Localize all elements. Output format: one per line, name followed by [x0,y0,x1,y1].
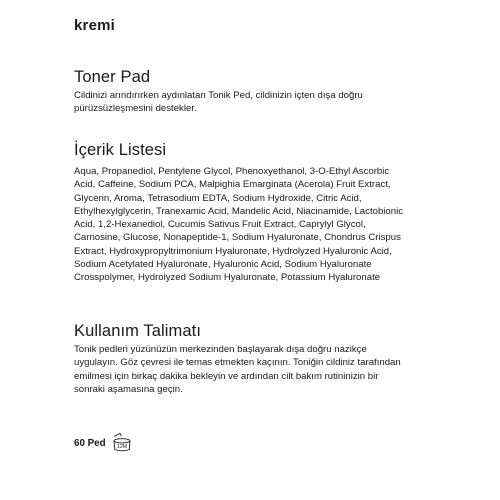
usage-title: Kullanım Talimatı [74,322,202,340]
footer [74,432,133,454]
product-description: Cildinizi arındırırken aydınlatan Tonik Ped, cildinizin içten dışa doğru pürüzsüzleşmesini destekler. [74,90,363,115]
pao-label: 12M [116,444,127,451]
usage-instructions: Tonik pedleri yüzünüzün merkezinden başlayarak dışa doğru nazikçe uygulayın. Göz çevresi ile temas etmekten kaçının. Toniğin cildiniz tarafından emilmesi için birkaç dakika bekleyin ve ardından cilt bakım rutininizin bir sonraki aşamasına geçin. [74,344,401,395]
product-title: Toner Pad [74,68,151,86]
ingredients-list: Aqua, Propanediol, Pentylene Glycol, Phenoxyethanol, 3-O-Ethyl Ascorbic Acid, Caffeine, Sodium PCA, Malpighia Emarginata (Acerola) Fruit Extract, Glycerin, Aroma, Tetrasodium EDTA, Sodium Hydroxide, Citric Acid, Ethylhexylglycerin, Tranexamic Acid, Mandelic Acid, Niacinamide, Lactobionic Acid, 1,2-Hexanediol, Cucumis Sativus Fruit Extract, Caprylyl Glycol, Carnosine, Glucose, Nonapeptide-1, Sodium Hyaluronate, Chondrus Crispus Extract, Hydroxypropyltrimonium Hyaluronate, Hydrolyzed Hyaluronic Acid, Sodium Acetylated Hyaluronate, Hyaluronic Acid, Sodium Hyaluronate Crosspolymer, Hydrolyzed Sodium Hyaluronate, Potassium Hyaluronate [74,166,404,284]
open-jar-pao-icon [111,432,133,454]
pad-count: 60 Ped [74,437,106,449]
ingredients-title: İçerik Listesi [74,141,167,159]
brand-logo: kremi [74,17,116,34]
